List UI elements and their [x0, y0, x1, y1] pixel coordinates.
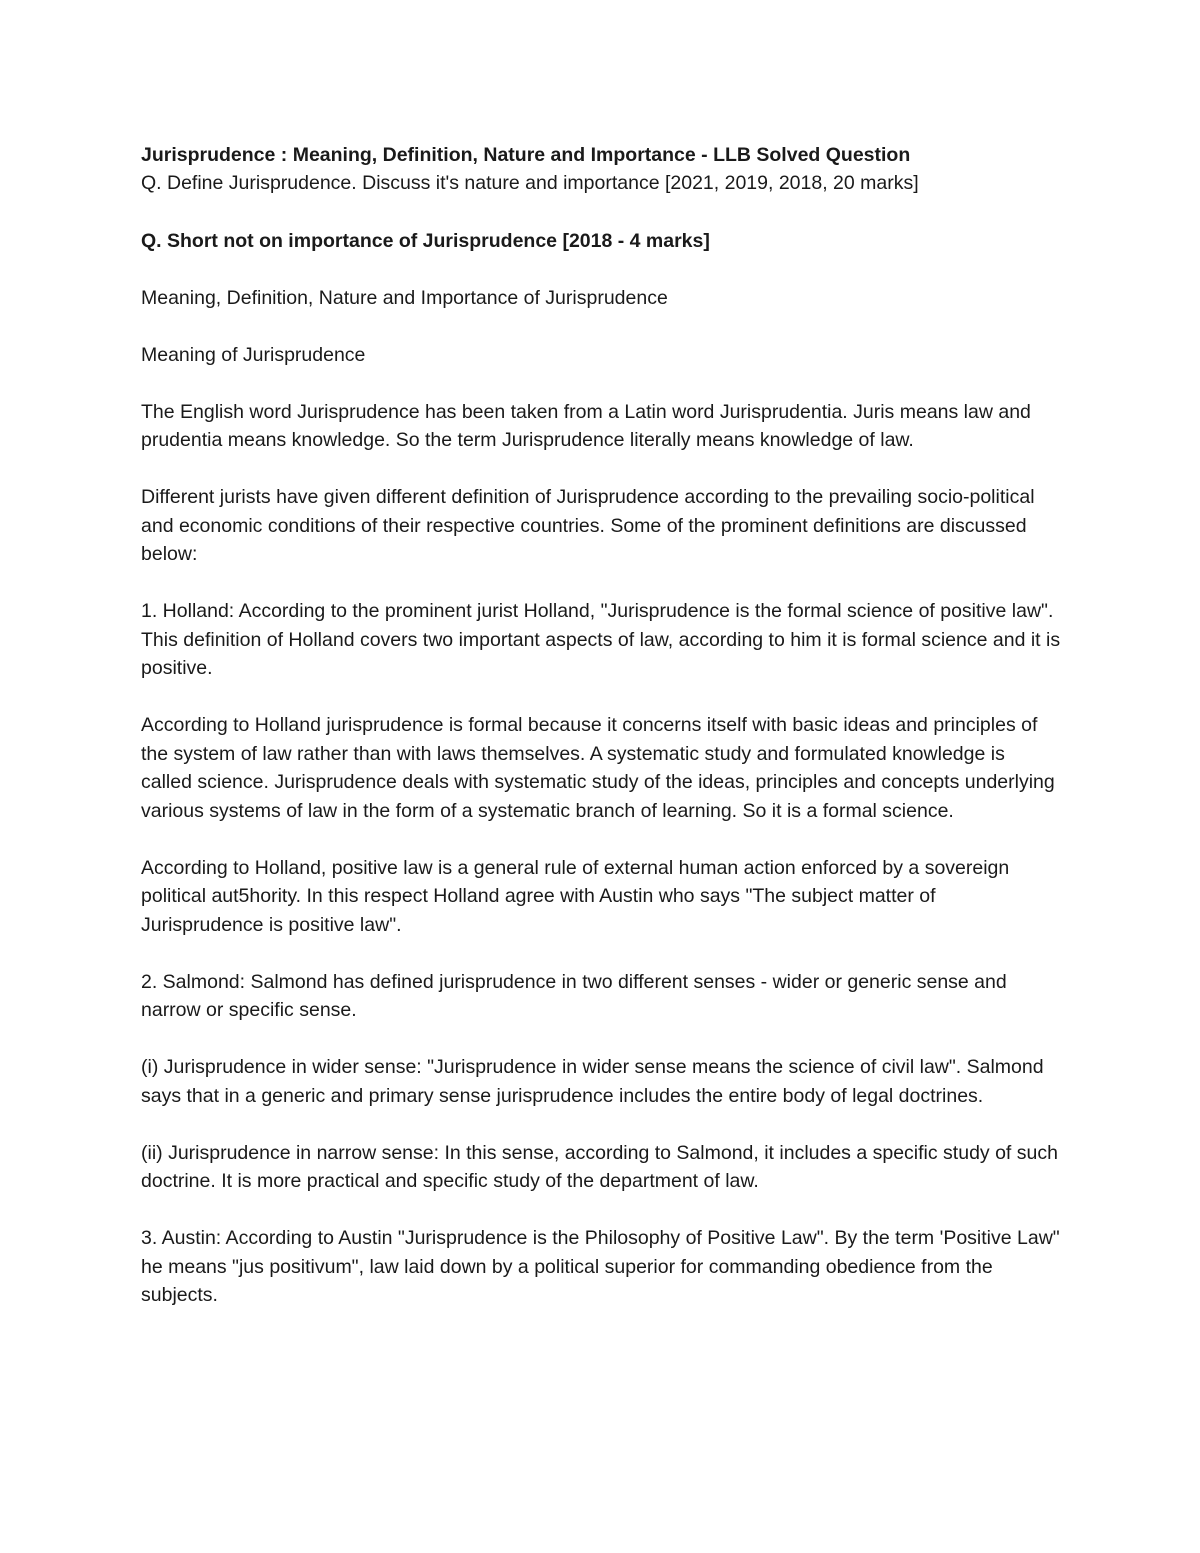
- section-heading: Meaning, Definition, Nature and Importance of Jurisprudence: [141, 286, 668, 309]
- subheading-meaning: Meaning of Jurisprudence: [141, 343, 366, 366]
- paragraph-holland-positive-law: According to Holland, positive law is a general rule of external human action enforced by a sovereign political aut5hority. In this respect Holland agree with Austin who says "The subject matter of Jurisprudence is positive law".: [141, 856, 1010, 936]
- paragraph-salmond-definition: 2. Salmond: Salmond has defined jurisprudence in two different senses - wider or generic sense and narrow or specific sense.: [141, 970, 1007, 1021]
- paragraph-holland-definition: 1. Holland: According to the prominent jurist Holland, "Jurisprudence is the formal science of positive law". This definition of Holland covers two important aspects of law, according to him it is formal science and it is positive.: [141, 600, 1061, 679]
- question-define-jurisprudence: Q. Define Jurisprudence. Discuss it's nature and importance [2021, 2019, 2018, 20 marks]: [141, 172, 919, 194]
- document-title: Jurisprudence : Meaning, Definition, Nature and Importance - LLB Solved Question: [141, 144, 911, 166]
- paragraph-austin-definition: 3. Austin: According to Austin "Jurisprudence is the Philosophy of Positive Law". By the term 'Positive Law" he means "jus positivum", law laid down by a political superior for commanding obedience from the subjects.: [141, 1227, 1060, 1306]
- paragraph-different-jurists: Different jurists have given different definition of Jurisprudence according to the prevailing socio-political and economic conditions of their respective countries. Some of the prominent definitions are discussed below:: [141, 486, 1035, 565]
- document-page: [141, 141, 1061, 1310]
- question-short-note: Q. Short not on importance of Jurisprudence [2018 - 4 marks]: [141, 229, 710, 252]
- paragraph-holland-formal: According to Holland jurisprudence is formal because it concerns itself with basic ideas and principles of the system of law rather than with laws themselves. A systematic study and formulated knowledge is called science. Jurisprudence deals with systematic study of the ideas, principles and concepts underlying various systems of law in the form of a systematic branch of learning. So it is a formal science.: [141, 714, 1055, 822]
- paragraph-salmond-narrow-sense: (ii) Jurisprudence in narrow sense: In this sense, according to Salmond, it includes a specific study of such doctrine. It is more practical and specific study of the department of law.: [141, 1141, 1058, 1192]
- paragraph-latin-origin: The English word Jurisprudence has been taken from a Latin word Jurisprudentia. Juris means law and prudentia means knowledge. So the term Jurisprudence literally means knowledge of law.: [141, 400, 1031, 451]
- paragraph-salmond-wider-sense: (i) Jurisprudence in wider sense: "Jurisprudence in wider sense means the science of civil law". Salmond says that in a generic and primary sense jurisprudence includes the entire body of legal doctrines.: [141, 1056, 1044, 1107]
